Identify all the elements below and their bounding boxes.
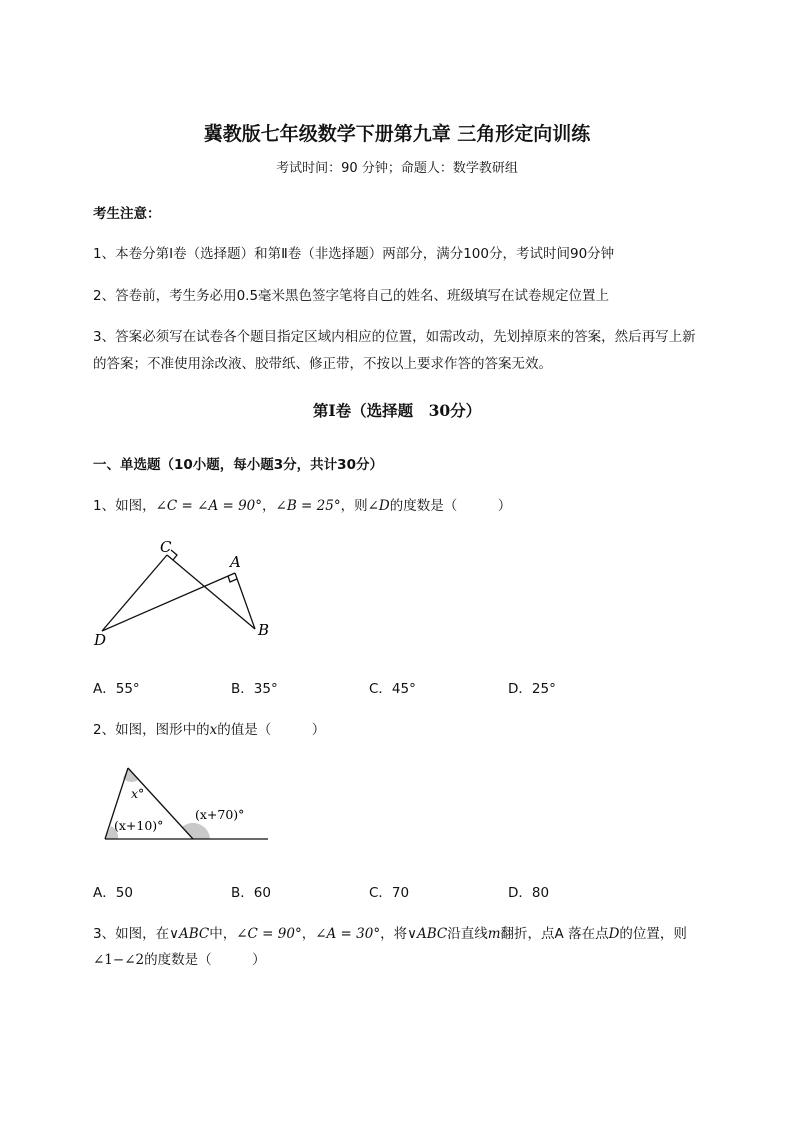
q3-text-8: 的度数是（ ）: [144, 952, 266, 968]
q2-option-d[interactable]: D．80: [508, 885, 550, 901]
q1-figure: [85, 530, 285, 655]
section-title: 第I卷（选择题 30分）: [312, 401, 482, 420]
page-title: 冀教版七年级数学下册第九章 三角形定向训练: [203, 123, 591, 145]
q2-label-left: (x+10)°: [114, 818, 164, 833]
q3-math-1: ∨ABC: [169, 926, 210, 942]
q1-label-b: B: [258, 621, 270, 639]
question-1: [93, 494, 511, 514]
notice-item-2: 2、答卷前，考生务必用0.5毫米黑色签字笔将自己的姓名、班级填写在试卷规定位置上: [93, 288, 610, 304]
q3-text-6: 翻折，点A 落在点: [500, 926, 609, 942]
q3-text-1: 3、如图，在: [93, 926, 170, 942]
part-heading: 一、单选题（10小题，每小题3分，共计30分）: [93, 457, 383, 473]
q3-math-2: ∠C = 90°: [236, 926, 302, 942]
question-3-line-2: [93, 948, 266, 968]
notice-item-3-cont: 的答案；不准使用涂改液、胶带纸、修正带，不按以上要求作答的答案无效。: [93, 356, 552, 372]
q1-prefix: 1、如图，: [93, 498, 156, 514]
question-2: [93, 718, 325, 738]
q1-math-1: ∠C = ∠A = 90°: [155, 498, 263, 514]
q1-option-c[interactable]: C．45°: [369, 681, 416, 697]
q1-option-a[interactable]: A．55°: [93, 681, 140, 697]
q3-text-5: 沿直线: [447, 926, 488, 942]
q1-option-b[interactable]: B．35°: [231, 681, 278, 697]
q3-math-3: ∠A = 30°: [315, 926, 381, 942]
q3-text-3: ，: [301, 926, 316, 942]
q3-math-4: ∨ABC: [407, 926, 448, 942]
q1-math-3: ∠D: [367, 498, 390, 514]
q3-text-7: 的位置，则: [619, 926, 687, 942]
q1-label-c: C: [160, 538, 172, 556]
notice-heading: 考生注意：: [93, 206, 161, 222]
q3-math-5: m: [487, 926, 501, 942]
q1-label-a: A: [230, 553, 241, 571]
q1-label-d: D: [94, 631, 107, 649]
q2-suffix: 的值是（ ）: [217, 722, 326, 738]
q2-label-top: x°: [131, 786, 145, 801]
q1-suffix: 的度数是（ ）: [389, 498, 512, 514]
q1-mid: ，则: [340, 498, 368, 514]
question-3: [93, 922, 687, 942]
q1-math-2: ∠B = 25°: [275, 498, 341, 514]
q2-option-c[interactable]: C．70: [369, 885, 410, 901]
q1-option-d[interactable]: D．25°: [508, 681, 556, 697]
q3-text-4: ，将: [380, 926, 408, 942]
q2-label-right: (x+70)°: [195, 807, 245, 822]
q3-math-6: D: [608, 926, 620, 942]
q2-option-a[interactable]: A．50: [93, 885, 133, 901]
q2-figure: [98, 760, 278, 848]
notice-item-3: 3、答案必须写在试卷各个题目指定区域内相应的位置，如需改动，先划掉原来的答案，然后再写上新: [93, 329, 696, 345]
q2-option-b[interactable]: B．60: [231, 885, 271, 901]
q2-prefix: 2、如图，图形中的: [93, 722, 210, 738]
q2-math-1: x: [209, 722, 218, 738]
notice-item-1: 1、本卷分第I卷（选择题）和第Ⅱ卷（非选择题）两部分，满分100分，考试时间90分钟: [93, 246, 615, 262]
exam-info: 考试时间：90 分钟；命题人：数学教研组: [276, 161, 518, 176]
q1-sep: ，: [262, 498, 276, 514]
q3-text-2: 中，: [209, 926, 237, 942]
q3-math-7: ∠1−∠2: [93, 952, 145, 968]
